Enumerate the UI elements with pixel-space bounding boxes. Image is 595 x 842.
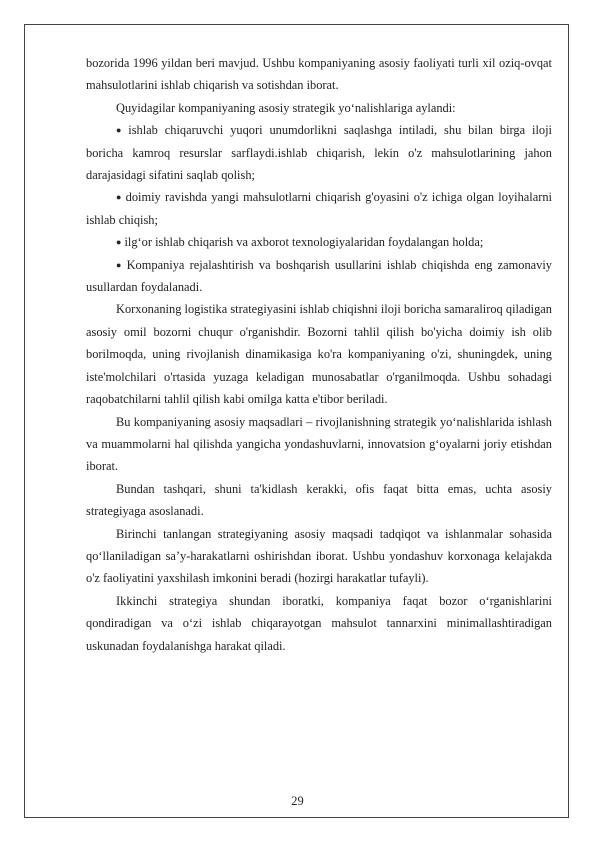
bullet-item (86, 186, 552, 231)
page-number: 29 (291, 794, 304, 808)
bullet-icon: ● (116, 192, 123, 203)
bullet-text: ishlab chiqaruvchi yuqori unumdorlikni saqlashga intiladi, shu bilan birga iloji boricha kamroq resurslar sarflaydi.ishlab chiqarish, lekin o'z mahsulotlarining jahon darajasidagi sifatini saqlab qolish; (86, 123, 552, 183)
bullet-text: ilg‘or ishlab chiqarish va axborot texnologiyalaridan foydalangan holda; (124, 235, 484, 250)
paragraph: Birinchi tanlangan strategiyaning asosiy maqsadi tadqiqot va ishlanmalar sohasida qo‘llaniladigan sa’y-harakatlarni oshirishdan iborat. Ushbu yondashuv korxonaga kelajakda o'z faoliyatini yaxshilash imkonini beradi (hozirgi harakatlar tufayli). (86, 526, 552, 586)
bullet-icon: ● (116, 237, 122, 248)
paragraph: Bundan tashqari, shuni ta'kidlash kerakki, ofis faqat bitta emas, uchta asosiy strategiyaga asoslanadi. (86, 481, 552, 519)
bullet-icon: ● (116, 259, 124, 270)
bullet-item (86, 254, 552, 299)
document-body (86, 52, 552, 657)
bullet-text: Kompaniya rejalashtirish va boshqarish usullarini ishlab chiqishda eng zamonaviy usullardan foydalanadi. (86, 257, 552, 295)
bullet-text: doimiy ravishda yangi mahsulotlarni chiqarish g'oyasini o'z ichiga olgan loyihalarni ishlab chiqish; (86, 190, 552, 227)
bullet-item (86, 119, 552, 186)
bullet-icon: ● (116, 125, 126, 136)
paragraph-intro: Quyidagilar kompaniyaning asosiy strategik yo‘nalishlariga aylandi: (116, 100, 456, 115)
bullet-item (86, 231, 552, 253)
paragraph: Bu kompaniyaning asosiy maqsadlari – rivojlanishning strategik yo‘nalishlarida ishlash va muammolarni hal qilishda yangicha yondashuvlarni, innovatsion g‘oyalarni joriy etishdan iborat. (86, 414, 552, 474)
paragraph: Ikkinchi strategiya shundan iboratki, kompaniya faqat bozor o‘rganishlarini qondiradigan va o‘zi ishlab chiqarayotgan mahsulot tannarxini minimallashtiradigan uskunadan foydalanishga harakat qiladi. (86, 593, 552, 653)
paragraph-continuation: bozorida 1996 yildan beri mavjud. Ushbu kompaniyaning asosiy faoliyati turli xil oziq-ovqat mahsulotlarini ishlab chiqarish va sotishdan iborat. (86, 56, 552, 93)
paragraph: Korxonaning logistika strategiyasini ishlab chiqishni iloji boricha samaraliroq qiladigan asosiy omil bozorni chuqur o'rganishdir. Bozorni tahlil qilish bo'yicha doimiy ish olib borilmoqda, uning rivojlanish dinamikasiga ko'ra kompaniyaning o'zi, shuningdek, uning iste'molchilari o'rtasida yuzaga keladigan munosabatlar o'rganilmoqda. Ushbu sohadagi raqobatchilarni tahlil qilish kabi omilga katta e'tibor beriladi. (86, 302, 552, 407)
